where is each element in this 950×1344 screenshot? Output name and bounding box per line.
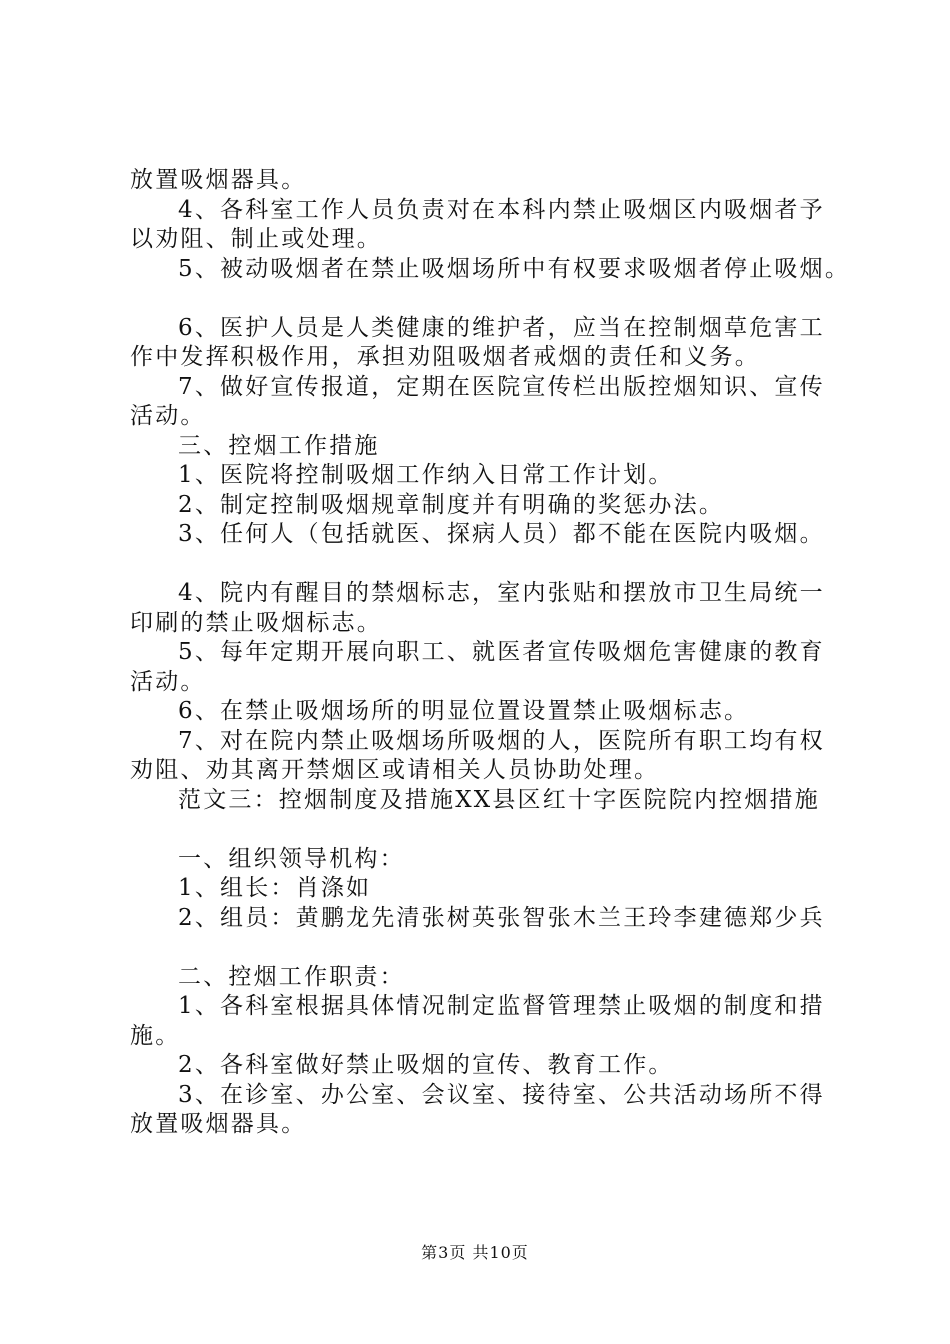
document-body (130, 166, 851, 1140)
text-line: 4、各科室工作人员负责对在本科内禁止吸烟区内吸烟者予 (178, 196, 825, 223)
text-line: 放置吸烟器具。 (130, 1111, 307, 1137)
text-line: 6、医护人员是人类健康的维护者，应当在控制烟草危害工 (178, 314, 825, 341)
text-line: 以劝阻、制止或处理。 (130, 226, 382, 252)
text-line: 7、对在院内禁止吸烟场所吸烟的人，医院所有职工均有权 (178, 727, 825, 754)
text-line: 放置吸烟器具。 (130, 167, 307, 193)
text-line: 6、在禁止吸烟场所的明显位置设置禁止吸烟标志。 (178, 698, 750, 724)
section-heading: 二、控烟工作职责： (178, 963, 405, 990)
text-line: 活动。 (130, 403, 206, 429)
paragraph-gap (130, 284, 830, 314)
text-line: 作中发挥积极作用，承担劝阻吸烟者戒烟的责任和义务。 (130, 344, 760, 370)
text-line: 1、各科室根据具体情况制定监督管理禁止吸烟的制度和措 (178, 993, 825, 1019)
paragraph-gap (130, 550, 830, 580)
section-heading: 一、组织领导机构： (178, 845, 405, 872)
section-heading: 范文三：控烟制度及措施XX县区红十字医院院内控烟措施 (178, 786, 820, 813)
text-line: 7、做好宣传报道，定期在医院宣传栏出版控烟知识、宣传 (178, 373, 825, 400)
text-line: 2、制定控制吸烟规章制度并有明确的奖惩办法。 (178, 491, 725, 518)
text-line: 4、院内有醒目的禁烟标志，室内张贴和摆放市卫生局统一 (178, 580, 825, 606)
paragraph-gap (130, 933, 830, 963)
text-line: 2、组员：黄鹏龙先清张树英张智张木兰王玲李建德郑少兵 (178, 904, 825, 931)
paragraph-gap (130, 815, 830, 845)
text-line: 劝阻、劝其离开禁烟区或请相关人员协助处理。 (130, 757, 660, 783)
text-line: 施。 (130, 1022, 181, 1049)
section-heading: 三、控烟工作措施 (178, 432, 380, 459)
page-number-footer: 第3页 共10页 (421, 1243, 529, 1262)
text-line: 3、任何人（包括就医、探病人员）都不能在医院内吸烟。 (178, 521, 825, 547)
text-line: 5、被动吸烟者在禁止吸烟场所中有权要求吸烟者停止吸烟。 (178, 255, 851, 282)
text-line: 印刷的禁止吸烟标志。 (130, 609, 382, 636)
text-line: 活动。 (130, 668, 206, 695)
text-line: 3、在诊室、办公室、会议室、接待室、公共活动场所不得 (178, 1081, 825, 1108)
text-line: 1、组长：肖涤如 (178, 875, 372, 901)
text-line: 5、每年定期开展向职工、就医者宣传吸烟危害健康的教育 (178, 639, 825, 665)
text-line: 2、各科室做好禁止吸烟的宣传、教育工作。 (178, 1052, 674, 1078)
text-line: 1、医院将控制吸烟工作纳入日常工作计划。 (178, 462, 674, 488)
